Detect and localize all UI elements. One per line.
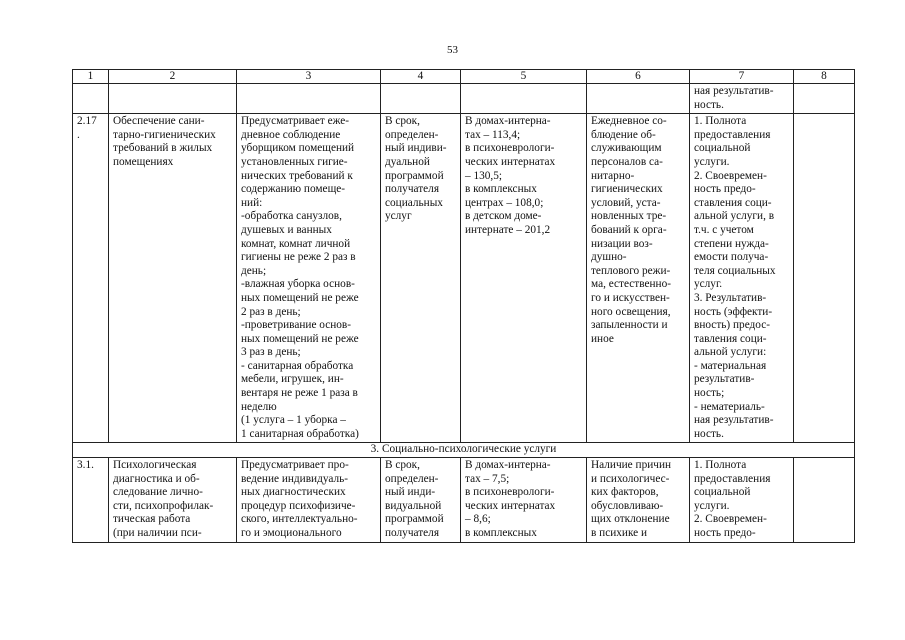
cell-line: мебели, игрушек, ин- <box>241 373 344 386</box>
cell-line: в психике и <box>591 527 648 539</box>
cell-line: ких факторов, <box>591 486 659 499</box>
cell-line: -влажная уборка основ- <box>241 278 355 291</box>
service-name <box>109 114 237 443</box>
cell-line: требований в жилых <box>113 142 213 155</box>
cell-line: интернате – 201,2 <box>465 223 551 236</box>
cell-line: нических требований к <box>241 169 353 182</box>
cell-line: диагностика и об- <box>113 472 200 485</box>
header-cell: 3 <box>237 70 381 84</box>
cell-line: го и искусствен- <box>591 291 670 304</box>
header-cell: 7 <box>690 70 794 84</box>
cell-line: содержанию помеще- <box>241 183 346 196</box>
cell-line: -обработка санузлов, <box>241 210 342 223</box>
cell-line: нитарно- <box>591 169 635 182</box>
service-conditions <box>587 114 690 443</box>
cell-line: Ежедневное со- <box>591 115 667 128</box>
cell <box>794 84 855 114</box>
cell-line: услуги. <box>694 499 730 512</box>
cell-line: услуг <box>385 210 412 223</box>
service-indicators <box>690 458 794 543</box>
cell-line: результатив- <box>694 373 755 386</box>
section-row <box>73 443 855 458</box>
cell-line: программой <box>385 513 444 526</box>
cell-line: ность предо- <box>694 527 756 539</box>
cell-line: 3. Результатив- <box>694 291 767 304</box>
header-cell: 4 <box>381 70 461 84</box>
cell-line: 2.17 <box>77 115 97 128</box>
cell-line: в психоневрологи- <box>465 486 555 499</box>
cell-line: - нематериаль- <box>694 400 765 413</box>
cell-line: го и эмоционального <box>241 527 342 539</box>
cell-line: емости получа- <box>694 251 769 264</box>
cell-line: условий, уста- <box>591 196 661 209</box>
cell-line: ний: <box>241 196 263 209</box>
cell-line: дуальной <box>385 155 430 168</box>
cell-line: – 130,5; <box>465 169 503 182</box>
cell-line: предоставления <box>694 472 771 485</box>
cell-line: ма, естественно- <box>591 278 672 291</box>
cell-line: ный индиви- <box>385 142 447 155</box>
cell-line: 1. Полнота <box>694 115 747 128</box>
cell-line: ность. <box>694 98 724 111</box>
cell-line: . <box>77 128 80 141</box>
section-title: 3. Социально-психологические услуги <box>73 443 855 458</box>
cell-line: низации воз- <box>591 237 653 250</box>
cell-line: помещениях <box>113 155 174 168</box>
cell-line: -проветривание основ- <box>241 319 352 332</box>
cell-line: ческих интернатах <box>465 155 556 168</box>
cell-line: - санитарная обработка <box>241 359 354 372</box>
cell-line: душно- <box>591 251 627 264</box>
service-description <box>237 458 381 543</box>
header-cell: 8 <box>794 70 855 84</box>
cell-line: Обеспечение сани- <box>113 115 205 128</box>
table-row-3-1 <box>73 458 855 543</box>
cell-line: В срок, <box>385 459 420 472</box>
cell <box>381 84 461 114</box>
cell-line: 2. Своевремен- <box>694 169 767 182</box>
cell-line: гигиены не реже 2 раз в <box>241 251 356 264</box>
cell-line: (1 услуга – 1 уборка – <box>241 414 346 427</box>
cell-line: Предусматривает про- <box>241 459 349 472</box>
cell-line: душевых и ванных <box>241 223 332 236</box>
cell-line: В домах-интерна- <box>465 115 551 128</box>
cell <box>109 84 237 114</box>
cell-line: В домах-интерна- <box>465 459 551 472</box>
cell-line: ность. <box>694 427 724 440</box>
cell-line: получателя <box>385 527 440 539</box>
cell <box>73 84 109 114</box>
cell <box>690 84 794 114</box>
cell-line: запыленности и <box>591 319 668 332</box>
cell-line: 3.1. <box>77 459 94 472</box>
row-number <box>73 458 109 543</box>
row-number <box>73 114 109 443</box>
cell-line: в детском доме- <box>465 210 542 223</box>
cell-line: бований к орга- <box>591 223 667 236</box>
header-cell: 1 <box>73 70 109 84</box>
cell-line: 2 раз в день; <box>241 305 301 318</box>
cell-line: ность (эффекти- <box>694 305 773 318</box>
cell-line: ность предо- <box>694 183 756 196</box>
cell-line: социальной <box>694 486 751 499</box>
cell-line: программой <box>385 169 444 182</box>
service-indicators <box>690 114 794 443</box>
cell-line: вентаря не реже 1 раза в <box>241 387 358 400</box>
cell-line: – 8,6; <box>465 513 491 526</box>
cell-line: персоналов са- <box>591 155 663 168</box>
cell-line: теля социальных <box>694 264 776 277</box>
cell-line: ных помещений не реже <box>241 291 359 304</box>
header-cell: 2 <box>109 70 237 84</box>
cell-line: 3 раз в день; <box>241 346 301 359</box>
services-table <box>72 69 855 543</box>
cell-line: т.ч. с учетом <box>694 223 754 236</box>
cell-line: предоставления <box>694 128 771 141</box>
cell-line: видуальной <box>385 499 442 512</box>
cell-line: Психологическая <box>113 459 197 472</box>
cell-line: ная результатив- <box>694 414 774 427</box>
cell-line: служивающим <box>591 142 662 155</box>
cell-line: услуг. <box>694 278 723 291</box>
cell-line: социальной <box>694 142 751 155</box>
cell-line: (при наличии пси- <box>113 527 202 539</box>
cell-line: - материальная <box>694 359 767 372</box>
cell-line: 1 санитарная обработка) <box>241 427 359 440</box>
service-term <box>381 114 461 443</box>
service-description <box>237 114 381 443</box>
cell-line: следование лично- <box>113 486 203 499</box>
cell-line: и психологичес- <box>591 472 670 485</box>
cell-line: комнат, комнат личной <box>241 237 351 250</box>
cell-line: ных диагностических <box>241 486 346 499</box>
cell-line: сти, психопрофилак- <box>113 499 214 512</box>
cell <box>237 84 381 114</box>
page-number: 53 <box>447 44 458 56</box>
table-row-2-17 <box>73 114 855 443</box>
cell-line: центрах – 108,0; <box>465 196 544 209</box>
cell <box>794 458 855 543</box>
cell-line: установленных гигие- <box>241 155 348 168</box>
cell-line: В срок, <box>385 115 420 128</box>
cell-line: ведение индивидуаль- <box>241 472 349 485</box>
cell-line: альной услуги, в <box>694 210 775 223</box>
service-conditions <box>587 458 690 543</box>
cell-line: ный инди- <box>385 486 436 499</box>
cell-line: вность) предос- <box>694 319 771 332</box>
cell-line: щих отклонение <box>591 513 670 526</box>
cell <box>461 84 587 114</box>
cell-line: Наличие причин <box>591 459 672 472</box>
cell-line: тическая работа <box>113 513 191 526</box>
cell-line: гигиенических <box>591 183 663 196</box>
cell-line: день; <box>241 264 267 277</box>
cell-line: 1. Полнота <box>694 459 747 472</box>
cell-line: ческих интернатах <box>465 499 556 512</box>
cell-line: теплового режи- <box>591 264 671 277</box>
cell-line: ная результатив- <box>694 85 774 97</box>
cell-line: альной услуги: <box>694 346 767 359</box>
cell-line: в психоневрологи- <box>465 142 555 155</box>
service-tariff <box>461 114 587 443</box>
cell-line: уборщиком помещений <box>241 142 355 155</box>
cell-line: тарно-гигиенических <box>113 128 216 141</box>
cell-line: в комплексных <box>465 183 537 196</box>
cell-line: ставления соци- <box>694 196 772 209</box>
service-tariff <box>461 458 587 543</box>
cell-line: тах – 113,4; <box>465 128 521 141</box>
cell-line: степени нужда- <box>694 237 769 250</box>
header-cell: 5 <box>461 70 587 84</box>
cell-line: в комплексных <box>465 527 537 539</box>
cell <box>794 114 855 443</box>
cell-line: определен- <box>385 472 439 485</box>
cell-line: 2. Своевремен- <box>694 513 767 526</box>
cell-line: ского, интеллектуально- <box>241 513 358 526</box>
cell-line: процедур психофизиче- <box>241 499 356 512</box>
service-term <box>381 458 461 543</box>
cell-line: услуги. <box>694 155 730 168</box>
cell <box>587 84 690 114</box>
cell-line: определен- <box>385 128 439 141</box>
cell-line: социальных <box>385 196 443 209</box>
service-name <box>109 458 237 543</box>
cell-line: обусловливаю- <box>591 499 664 512</box>
cell-line: иное <box>591 332 614 345</box>
cell-line: блюдение об- <box>591 128 656 141</box>
continuation-row <box>73 84 855 114</box>
cell-line: ность; <box>694 387 725 400</box>
cell-line: тах – 7,5; <box>465 472 510 485</box>
cell-line: получателя <box>385 183 440 196</box>
cell-line: неделю <box>241 400 277 413</box>
header-cell: 6 <box>587 70 690 84</box>
cell-line: тавления соци- <box>694 332 767 345</box>
cell-line: новленных тре- <box>591 210 667 223</box>
header-row <box>73 70 855 84</box>
cell-line: дневное соблюдение <box>241 128 341 141</box>
cell-line: Предусматривает еже- <box>241 115 350 128</box>
cell-line: ных помещений не реже <box>241 332 359 345</box>
cell-line: ного освещения, <box>591 305 671 318</box>
